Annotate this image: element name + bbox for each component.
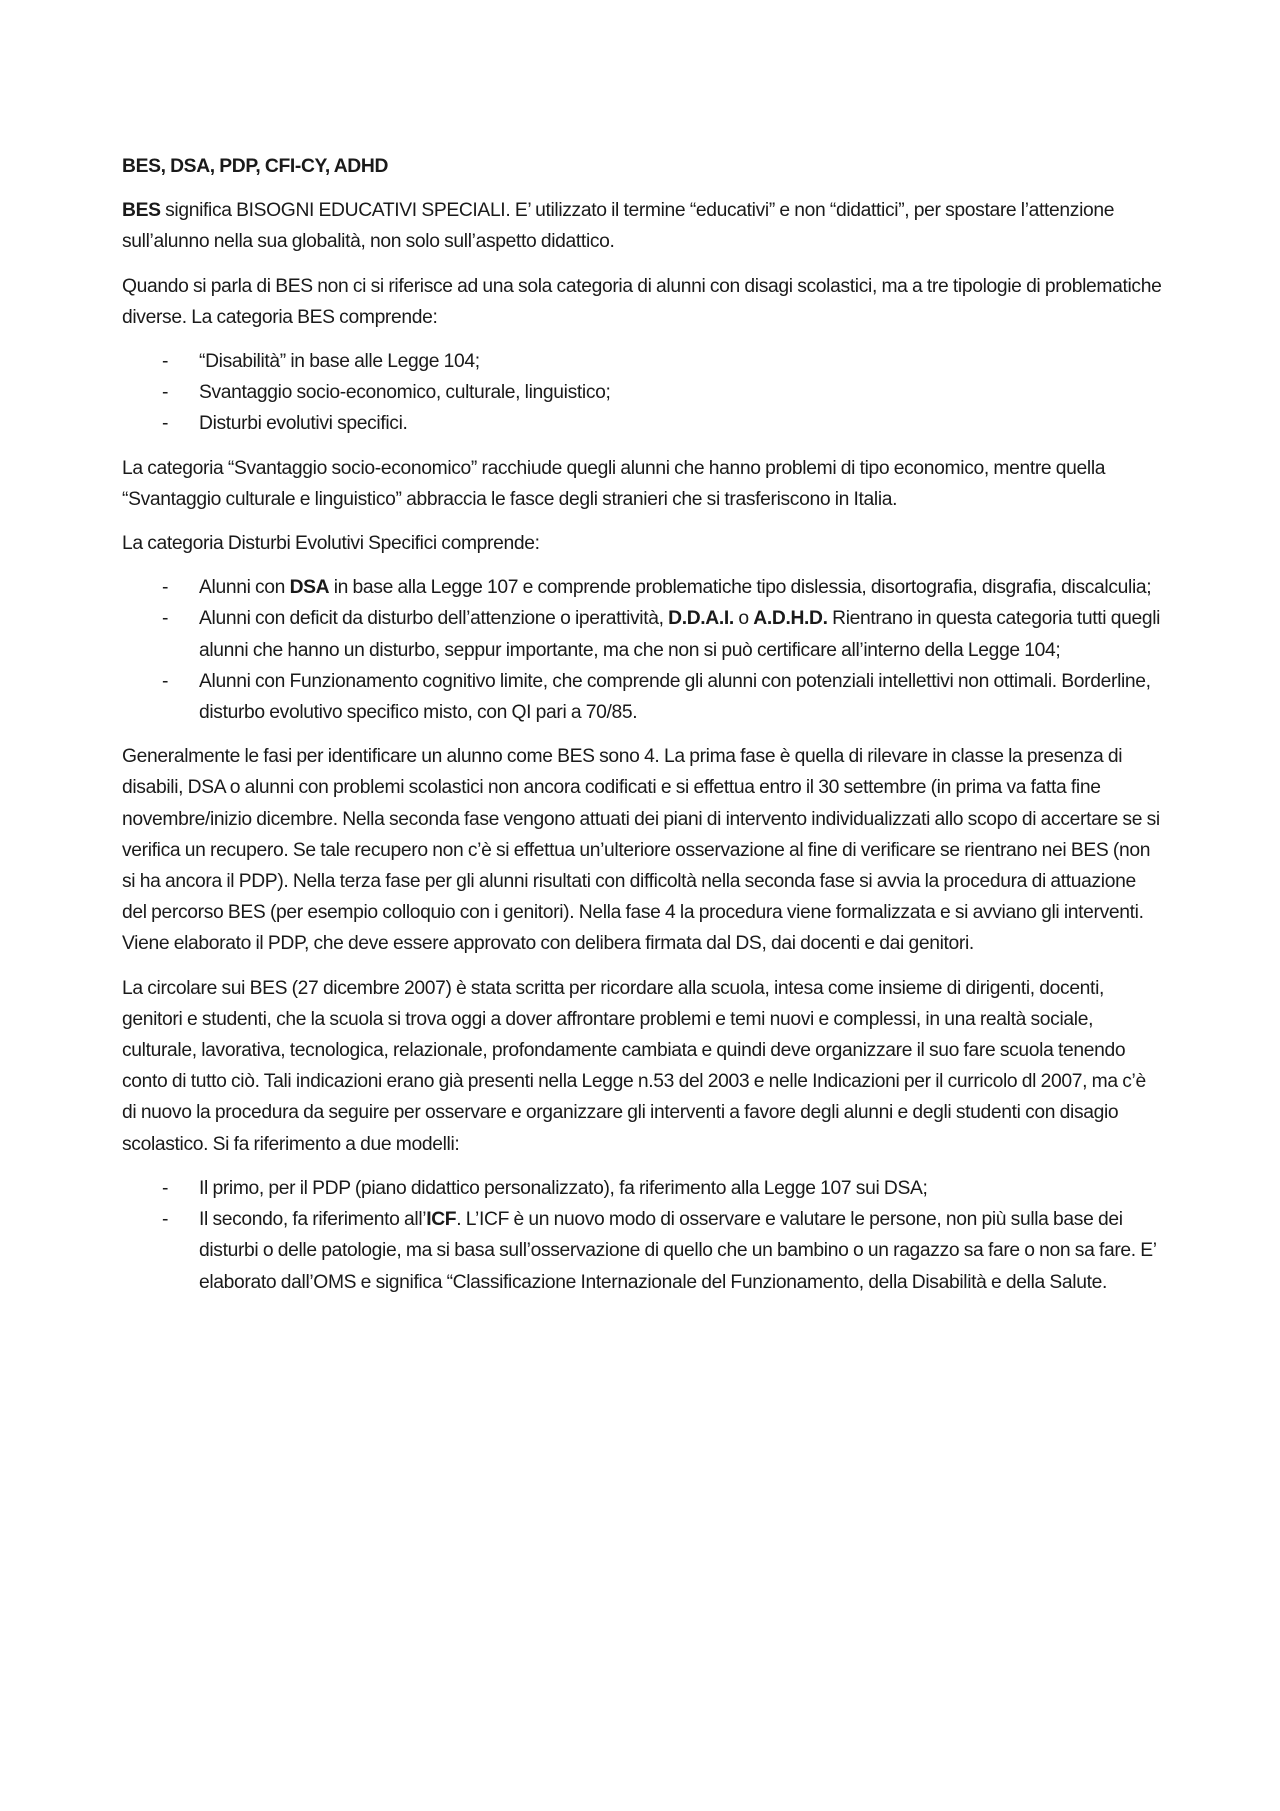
dash-bullet: - [162,608,169,630]
list-item [122,346,1162,377]
dash-bullet: - [162,382,169,404]
bold-term-adhd: A.D.H.D. [753,608,828,630]
list-item-text: . L’ICF è un nuovo modo di osservare e valutare le persone, non più sulla base dei disturbi o delle patologie, ma si basa sull’osservazione di quello che un bambino o un ragazzo sa fare o non sa fare. E’ elaborato dall’OMS e significa “Classificazione Internazionale del Funzionamento, della Disabilità e della Salute. [199,1209,1157,1293]
paragraph-bes-categories-intro: Quando si parla di BES non ci si riferisce ad una sola categoria di alunni con disagi scolastici, ma a tre tipologie di problematiche diverse. La categoria BES comprende: [122,275,1162,328]
bes-categories-list [122,346,1162,440]
list-item [122,408,1162,439]
list-item-text: “Disabilità” in base alle Legge 104; [199,351,480,373]
list-item-text: in base alla Legge 107 e comprende problematiche tipo dislessia, disortografia, disgrafia, discalculia; [329,577,1152,599]
dash-bullet: - [162,670,169,692]
list-item [122,1204,1162,1298]
document-page [122,151,1162,1311]
list-item [122,572,1162,603]
list-item-text: Svantaggio socio-economico, culturale, linguistico; [199,382,611,404]
dash-bullet: - [162,351,169,373]
paragraph-svantaggio: La categoria “Svantaggio socio-economico” racchiude quegli alunni che hanno problemi di tipo economico, mentre quella “Svantaggio culturale e linguistico” abbraccia le fasce degli stranieri che si trasferiscono in Italia. [122,457,1106,510]
list-item [122,603,1162,665]
list-item-text: Disturbi evolutivi specifici. [199,413,408,435]
paragraph-fasi: Generalmente le fasi per identificare un alunno come BES sono 4. La prima fase è quella di rilevare in classe la presenza di disabili, DSA o alunni con problemi scolastici non ancora codificati e si effettua entro il 30 settembre (in prima va fatta fine novembre/inizio dicembre. Nella seconda fase vengono attuati dei piani di intervento individualizzati allo scopo di accertare se si verifica un recupero. Se tale recupero non c’è si effettua un’ulteriore osservazione al fine di verificare se rientrano nei BES (non si ha ancora il PDP). Nella terza fase per gli alunni risultati con difficoltà nella seconda fase si avvia la procedura di attuazione del percorso BES (per esempio colloquio con i genitori). Nella fase 4 la procedura viene formalizzata e si avviano gli interventi. Viene elaborato il PDP, che deve essere approvato con delibera firmata dal DS, dai docenti e dai genitori. [122,746,1160,955]
list-item-text: Il primo, per il PDP (piano didattico personalizzato), fa riferimento alla Legge 107 sui DSA; [199,1177,928,1199]
paragraph-text: significa BISOGNI EDUCATIVI SPECIALI. E’ utilizzato il termine “educativi” e non “didattici”, per spostare l’attenzione sull’alunno nella sua globalità, non solo sull’aspetto didattico. [122,200,1115,253]
list-item-text: Alunni con deficit da disturbo dell’attenzione o iperattività, [199,608,669,630]
document-title: BES, DSA, PDP, CFI-CY, ADHD [122,156,389,177]
list-item [122,377,1162,408]
bold-term-icf: ICF [426,1209,457,1231]
modelli-list [122,1173,1162,1298]
list-item-text: o [733,608,754,630]
bold-term-bes: BES [122,200,161,222]
list-item-text: Alunni con [199,577,290,599]
bold-term-ddai: D.D.A.I. [668,608,734,630]
paragraph-disturbi-intro: La categoria Disturbi Evolutivi Specifici comprende: [122,533,540,555]
list-item [122,1173,1162,1204]
dash-bullet: - [162,577,169,599]
list-item-text: Rientrano in questa categoria tutti quegli alunni che hanno un disturbo, seppur importante, ma che non si può certificare all’interno della Legge 104; [199,608,1161,661]
bold-term-dsa: DSA [289,577,330,599]
dash-bullet: - [162,413,169,435]
dash-bullet: - [162,1177,169,1199]
list-item-text: Alunni con Funzionamento cognitivo limite, che comprende gli alunni con potenziali intellettivi non ottimali. Borderline, disturbo evolutivo specifico misto, con QI pari a 70/85. [199,670,1151,724]
disturbi-evolutivi-list [122,572,1162,728]
list-item-text: Il secondo, fa riferimento all’ [199,1209,427,1231]
paragraph-circolare: La circolare sui BES (27 dicembre 2007) è stata scritta per ricordare alla scuola, intesa come insieme di dirigenti, docenti, genitori e studenti, che la scuola si trova oggi a dover affrontare problemi e temi nuovi e complessi, in una realtà sociale, culturale, lavorativa, tecnologica, relazionale, profondamente cambiata e quindi deve organizzare il suo fare scuola tenendo conto di tutto ciò. Tali indicazioni erano già presenti nella Legge n.53 del 2003 e nelle Indicazioni per il curricolo dl 2007, ma c’è di nuovo la procedura da seguire per osservare e organizzare gli interventi a favore degli alunni e degli studenti con disagio scolastico. Si fa riferimento a due modelli: [122,977,1146,1155]
list-item [122,666,1162,728]
dash-bullet: - [162,1209,169,1231]
paragraph-bes-definition [122,195,1162,257]
